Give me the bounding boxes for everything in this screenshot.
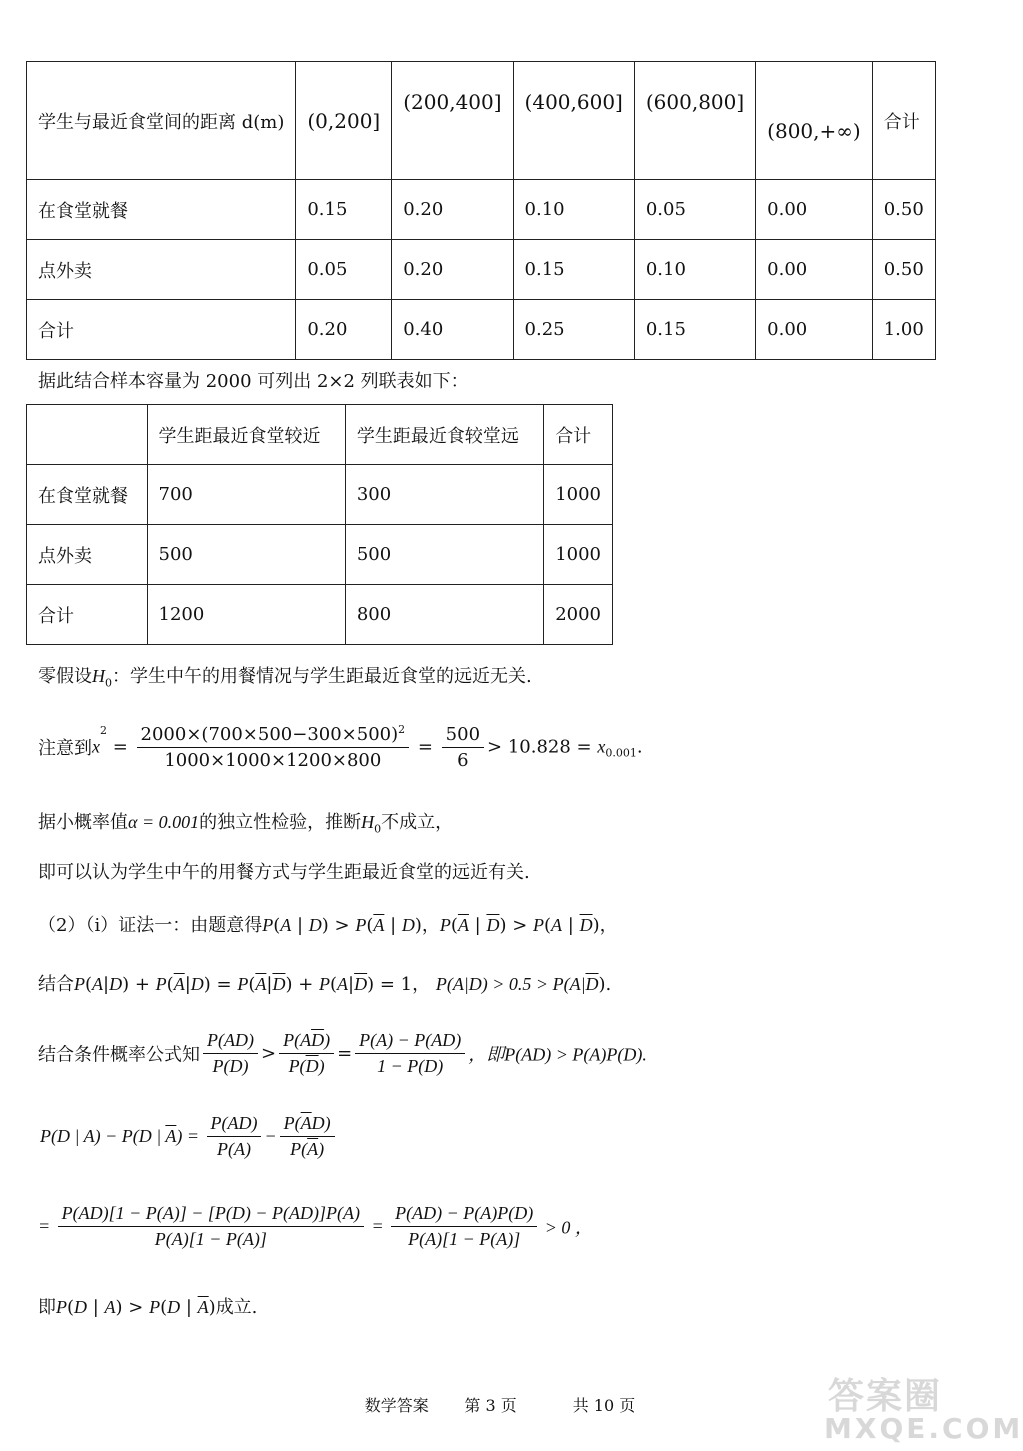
expansion-line: = $\frac{P(AD)[1 - P(A)] - [P(D) - P(AD)]P(A)}{P(A)[1 - P(A)]}$ = $\frac{P(AD) - P(A)P(D)}{P(A)[1 - P(A)]}$ > 0 ，: [38, 1203, 593, 1249]
table-cell: 1000: [544, 465, 613, 525]
table-header-cell: (600,800]: [634, 62, 755, 180]
footer-subject: 数学答案: [364, 1396, 429, 1415]
null-hypothesis: 零假设$H_0$：学生中午的用餐情况与学生距最近食堂的远近无关.: [38, 666, 532, 690]
conditional-probability-line: 结合条件概率公式知 $\frac{P(AD)}{P(D)}$ > $\frac{P(A\overline{D})}{P(\overline{D})}$ = $\frac{P(A) - P(AD)}{1 - P(D)}$ ，即P(AD) > P(A)P(D).: [38, 1030, 647, 1076]
watermark-top: 答案圈: [828, 1376, 943, 1417]
table-cell: 500: [147, 525, 345, 585]
table-cell: 在食堂就餐: [27, 180, 296, 240]
watermark-logo: [820, 1368, 1023, 1448]
table-row: [27, 240, 936, 300]
table-header-cell: (400,600]: [513, 62, 634, 180]
table-cell: 0.00: [756, 300, 873, 360]
table-header-cell: 学生距最近食较堂远: [345, 405, 543, 465]
table-cell: 0.20: [296, 300, 392, 360]
table-row: [27, 180, 936, 240]
table-cell: 1200: [147, 585, 345, 645]
difference-line: P(D | A) − P(D | $\overline{A}$) = $\frac{P(AD)}{P(A)}$ − $\frac{P(\overline{A}D)}{P(\overline{A})}$: [40, 1113, 338, 1160]
table-cell: 1000: [544, 525, 613, 585]
table-row: [27, 300, 936, 360]
final-line: 即P(D | A) > P(D | $\overline{A}$)成立.: [38, 1297, 258, 1318]
combine-line: 结合$P(A|D) + P(\overline{A}|D) = P(\overline{A}|\overline{D}) + P(A|\overline{D}) = 1$， $P(A|D) > 0.5 > P(A|\overline{D})$.: [38, 974, 612, 995]
table-cell: 0.15: [513, 240, 634, 300]
table-cell: 0.00: [756, 240, 873, 300]
table-cell: 0.00: [756, 180, 873, 240]
table-cell: 700: [147, 465, 345, 525]
table-header-cell: 学生距最近食堂较近: [147, 405, 345, 465]
table-header-row: [27, 62, 936, 180]
table-cell: 0.05: [296, 240, 392, 300]
table-cell: 1.00: [872, 300, 935, 360]
table-cell: 0.50: [872, 240, 935, 300]
table-cell: 合计: [27, 585, 148, 645]
table-row: [27, 525, 613, 585]
table-header-cell: 合计: [872, 62, 935, 180]
table-cell: 0.20: [392, 240, 513, 300]
table-header-cell: [27, 405, 148, 465]
watermark-bottom: MXQE.COM: [824, 1412, 1023, 1445]
table-cell: 0.50: [872, 180, 935, 240]
footer-total: 共 10 页: [572, 1396, 636, 1415]
table-row: [27, 585, 613, 645]
conclusion-line: 即可以认为学生中午的用餐方式与学生距最近食堂的远近有关.: [38, 862, 530, 883]
contingency-table: [26, 404, 613, 645]
table-cell: 点外卖: [27, 525, 148, 585]
intro-text: 据此结合样本容量为 2000 可列出 2×2 列联表如下：: [38, 371, 469, 392]
chi-square-formula: 注意到$x^2$ = $\frac{2000\times(700\times 500-300\times 500)^2}{1000\times 1000\times 1200\times 800}$ = $\frac{500}{6}$ > $10.828 = x_{0.001}$.: [38, 723, 643, 771]
table-cell: 0.10: [634, 240, 755, 300]
table-cell: 点外卖: [27, 240, 296, 300]
table-cell: 2000: [544, 585, 613, 645]
table-cell: 0.25: [513, 300, 634, 360]
table-row: [27, 465, 613, 525]
table-cell: 0.20: [392, 180, 513, 240]
table-cell: 0.15: [296, 180, 392, 240]
table-cell: 0.10: [513, 180, 634, 240]
table-cell: 500: [345, 525, 543, 585]
part2-line: （2）（i）证法一：由题意得P(A | $D) > P(\overline{A}$ | D)，$P(\overline{A}$ | $\overline{D}) > P(A$ | $\overline{D}$)，: [38, 915, 618, 936]
table-header-cell: (800,+∞): [756, 62, 873, 180]
distance-probability-table: [26, 61, 936, 360]
table-cell: 0.05: [634, 180, 755, 240]
table-cell: 0.15: [634, 300, 755, 360]
footer-page: 第 3 页: [464, 1396, 517, 1415]
alpha-test-line: 据小概率值α = 0.001的独立性检验，推断$H_0$不成立，: [38, 812, 454, 836]
table-header-cell: (200,400]: [392, 62, 513, 180]
table-header-cell: 合计: [544, 405, 613, 465]
table-header-row: [27, 405, 613, 465]
table-cell: 0.40: [392, 300, 513, 360]
table-cell: 800: [345, 585, 543, 645]
table-cell: 合计: [27, 300, 296, 360]
table-cell: 在食堂就餐: [27, 465, 148, 525]
table-header-cell: 学生与最近食堂间的距离 d(m): [27, 62, 296, 180]
table-header-cell: (0,200]: [296, 62, 392, 180]
table-cell: 300: [345, 465, 543, 525]
